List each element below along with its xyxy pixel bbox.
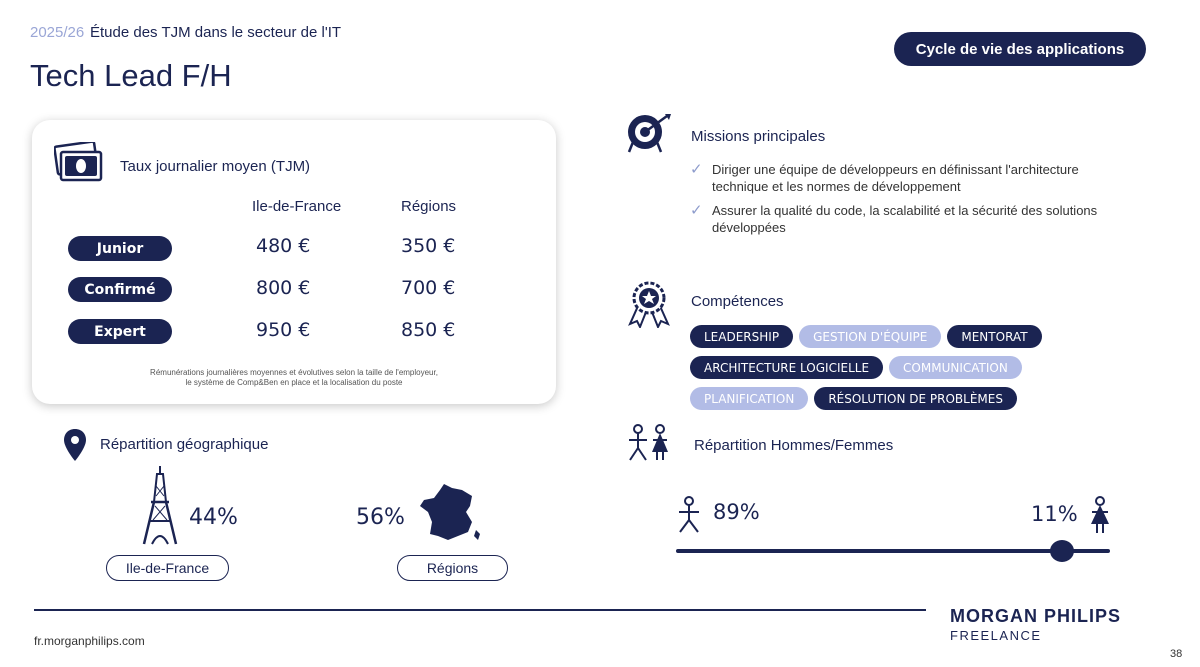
competences-title: Compétences <box>691 293 784 310</box>
france-map-icon <box>418 482 482 542</box>
mission-text: Diriger une équipe de développeurs en définissant l'architecture technique et les normes de développement <box>712 162 1079 194</box>
eiffel-tower-icon <box>140 466 180 546</box>
column-header-regions: Régions <box>401 198 457 215</box>
study-title: Étude des TJM dans le secteur de l'IT <box>90 24 342 41</box>
tjm-junior-idf: 480 € <box>256 235 311 257</box>
skill-tag: LEADERSHIP <box>690 325 793 348</box>
geo-idf-label: Ile-de-France <box>106 555 229 581</box>
woman-icon <box>1088 496 1112 534</box>
tjm-confirme-idf: 800 € <box>256 277 311 299</box>
tag-row <box>690 387 1090 410</box>
mission-text: Assurer la qualité du code, la scalabilité et la sécurité des solutions développées <box>712 203 1098 235</box>
brand-logo: MORGAN PHILIPS <box>950 606 1122 626</box>
level-pill-confirme: Confirmé <box>68 277 172 302</box>
tjm-confirme-regions: 700 € <box>401 277 456 299</box>
tjm-note-line1: Rémunérations journalières moyennes et évolutives selon la taille de l'employeur, <box>150 368 438 377</box>
page-number: 38 <box>1170 648 1183 660</box>
checkmark-icon: ✓ <box>690 161 703 178</box>
man-icon <box>676 496 702 534</box>
skill-tag: ARCHITECTURE LOGICIELLE <box>690 356 883 379</box>
geo-regions-label: Régions <box>397 555 508 581</box>
checkmark-icon: ✓ <box>690 202 703 219</box>
tjm-title: Taux journalier moyen (TJM) <box>120 158 311 175</box>
skill-tag: PLANIFICATION <box>690 387 808 410</box>
category-pill: Cycle de vie des applications <box>894 32 1146 66</box>
tjm-expert-regions: 850 € <box>401 319 456 341</box>
level-pill-junior: Junior <box>68 236 172 261</box>
skill-tag: MENTORAT <box>947 325 1041 348</box>
banknotes-icon <box>54 142 104 184</box>
man-woman-icon <box>626 424 674 462</box>
award-ribbon-icon <box>626 280 672 328</box>
gender-bar-marker <box>1050 540 1074 562</box>
gender-men-percentage: 89% <box>713 500 760 524</box>
tag-row <box>690 356 1090 379</box>
gender-bar <box>676 549 1110 553</box>
tjm-junior-regions: 350 € <box>401 235 456 257</box>
gender-women-percentage: 11% <box>1031 502 1078 526</box>
tag-row <box>690 325 1090 348</box>
skill-tag: RÉSOLUTION DE PROBLÈMES <box>814 387 1017 410</box>
geo-regions-percentage: 56% <box>356 505 405 530</box>
skill-tag: COMMUNICATION <box>889 356 1022 379</box>
geo-idf-percentage: 44% <box>189 505 238 530</box>
location-pin-icon <box>63 428 87 462</box>
level-pill-expert: Expert <box>68 319 172 344</box>
tjm-note <box>60 368 528 388</box>
mission-item <box>690 202 1110 236</box>
gender-title: Répartition Hommes/Femmes <box>694 437 894 454</box>
column-header-idf: Ile-de-France <box>252 198 342 215</box>
footer-divider <box>34 609 926 611</box>
page-title: Tech Lead F/H <box>30 58 232 93</box>
tjm-note-line2: le système de Comp&Ben en place et la localisation du poste <box>185 378 403 387</box>
missions-title: Missions principales <box>691 128 826 145</box>
geo-title: Répartition géographique <box>100 436 269 453</box>
skill-tag: GESTION D'ÉQUIPE <box>799 325 941 348</box>
target-icon <box>625 112 673 154</box>
brand-subtitle: FREELANCE <box>950 628 1042 643</box>
skills-tags <box>690 325 1090 418</box>
footer-url[interactable]: fr.morganphilips.com <box>34 634 145 648</box>
mission-item <box>690 161 1110 195</box>
study-year: 2025/26 <box>30 24 85 41</box>
tjm-expert-idf: 950 € <box>256 319 311 341</box>
